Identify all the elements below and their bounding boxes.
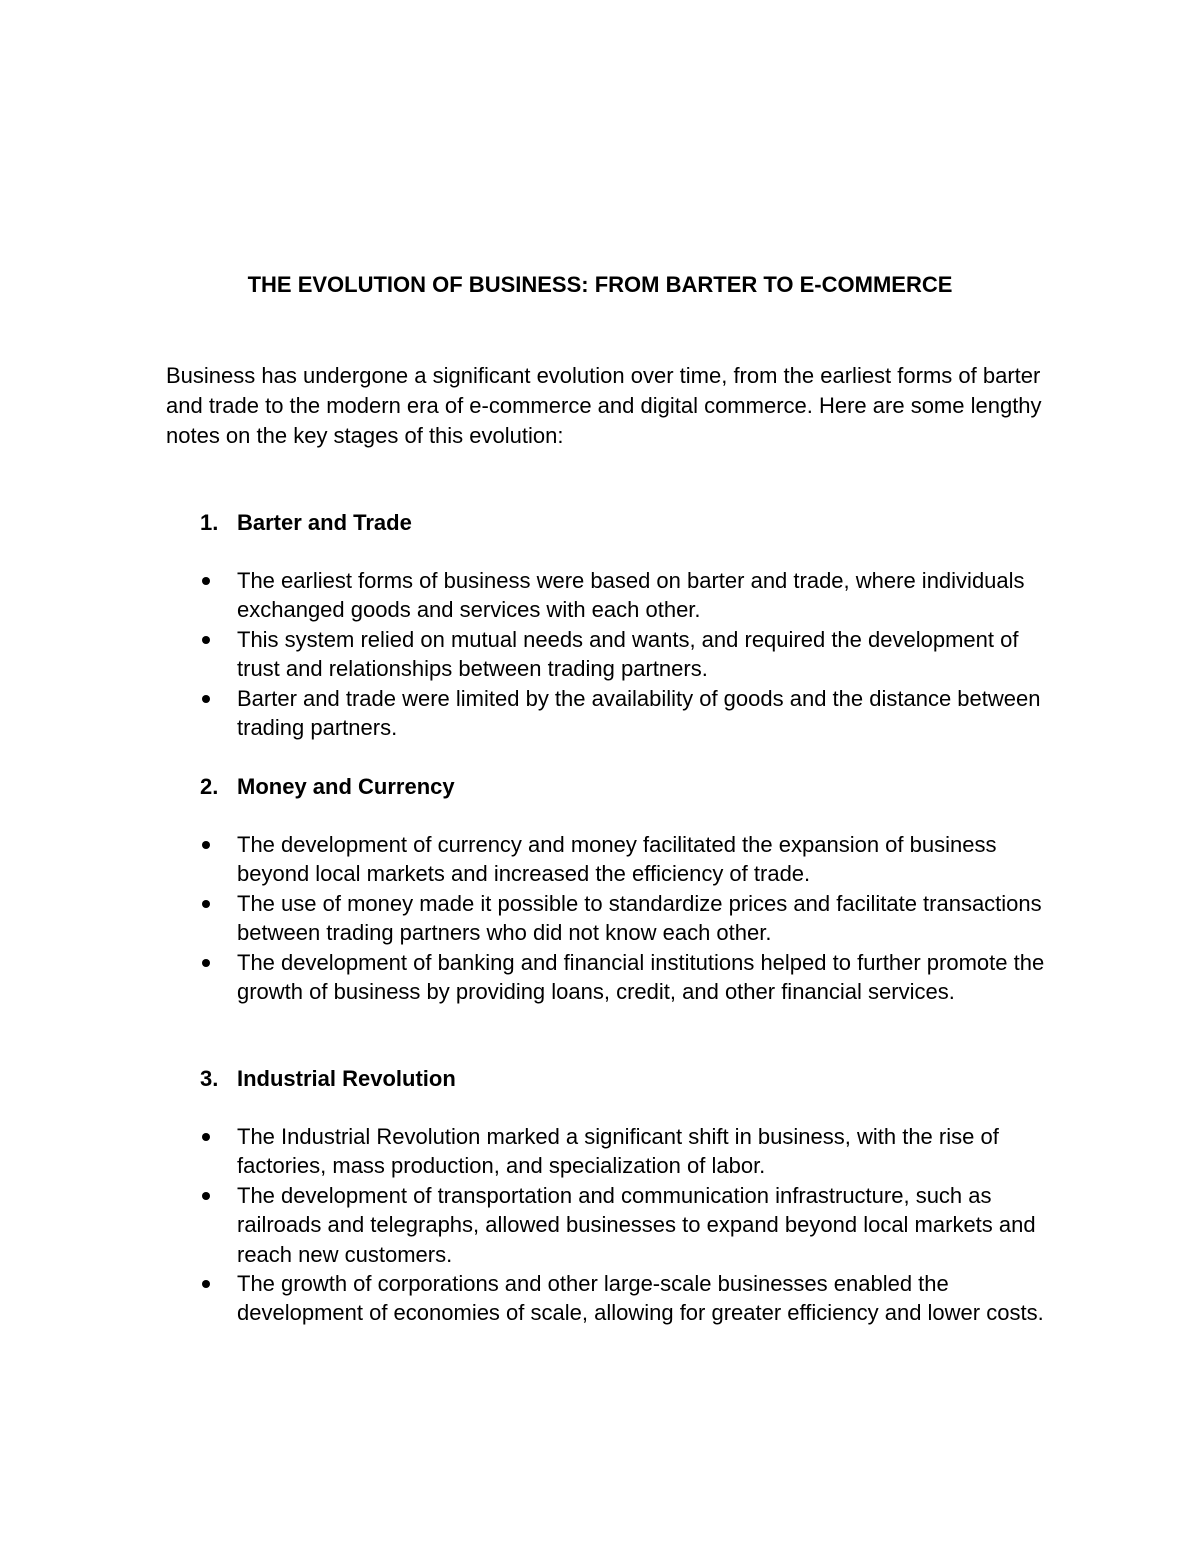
document-title: THE EVOLUTION OF BUSINESS: FROM BARTER TO E-COMMERCE: [247, 272, 953, 297]
list-item: [200, 830, 1060, 889]
bullet-icon: [202, 959, 210, 967]
bullet-text: The use of money made it possible to standardize prices and facilitate transactions between trading partners who did not know each other.: [237, 890, 1042, 946]
section-number: 1.: [200, 510, 219, 535]
section-heading: [200, 1064, 1060, 1094]
bullet-text: This system relied on mutual needs and wants, and required the development of trust and relationships between trading partners.: [237, 626, 1019, 682]
bullet-list: [200, 1122, 1060, 1328]
bullet-icon: [202, 636, 210, 644]
bullet-icon: [202, 841, 210, 849]
bullet-icon: [202, 1280, 210, 1288]
bullet-text: The development of banking and financial institutions helped to further promote the growth of business by providing loans, credit, and other financial services.: [237, 949, 1045, 1005]
bullet-list: [200, 830, 1060, 1006]
section-barter-and-trade: [200, 508, 1060, 742]
section-heading: [200, 508, 1060, 538]
bullet-text: The growth of corporations and other large-scale businesses enabled the development of economies of scale, allowing for greater efficiency and lower costs.: [237, 1271, 1044, 1326]
bullet-text: The earliest forms of business were based on barter and trade, where individuals exchanged goods and services with each other.: [237, 568, 1025, 623]
bullet-icon: [202, 1192, 210, 1200]
list-item: [200, 948, 1060, 1007]
bullet-text: The development of transportation and communication infrastructure, such as railroads and telegraphs, allowed businesses to expand beyond local markets and reach new customers.: [237, 1182, 1036, 1267]
section-money-and-currency: [200, 772, 1060, 1006]
section-title: Barter and Trade: [237, 510, 412, 535]
bullet-list: [200, 566, 1060, 742]
section-number: 3.: [200, 1066, 219, 1091]
list-item: [200, 566, 1060, 625]
bullet-icon: [202, 577, 210, 585]
intro-paragraph: Business has undergone a significant evolution over time, from the earliest forms of barter and trade to the modern era of e-commerce and digital commerce. Here are some lengthy notes on the key stages of this evolution:: [166, 363, 1042, 448]
list-item: [200, 625, 1060, 684]
section-industrial-revolution: [200, 1064, 1060, 1328]
bullet-text: Barter and trade were limited by the availability of goods and the distance between trading partners.: [237, 685, 1041, 741]
list-item: [200, 684, 1060, 743]
list-item: [200, 1181, 1060, 1269]
section-heading: [200, 772, 1060, 802]
list-item: [200, 1269, 1060, 1328]
bullet-text: The Industrial Revolution marked a significant shift in business, with the rise of factories, mass production, and specialization of labor.: [237, 1124, 999, 1179]
list-item: [200, 1122, 1060, 1181]
section-title: Industrial Revolution: [237, 1066, 456, 1091]
bullet-icon: [202, 1133, 210, 1141]
section-title: Money and Currency: [237, 774, 455, 799]
bullet-icon: [202, 695, 210, 703]
bullet-icon: [202, 900, 210, 908]
list-item: [200, 889, 1060, 948]
bullet-text: The development of currency and money facilitated the expansion of business beyond local markets and increased the efficiency of trade.: [237, 832, 997, 887]
section-number: 2.: [200, 774, 219, 799]
